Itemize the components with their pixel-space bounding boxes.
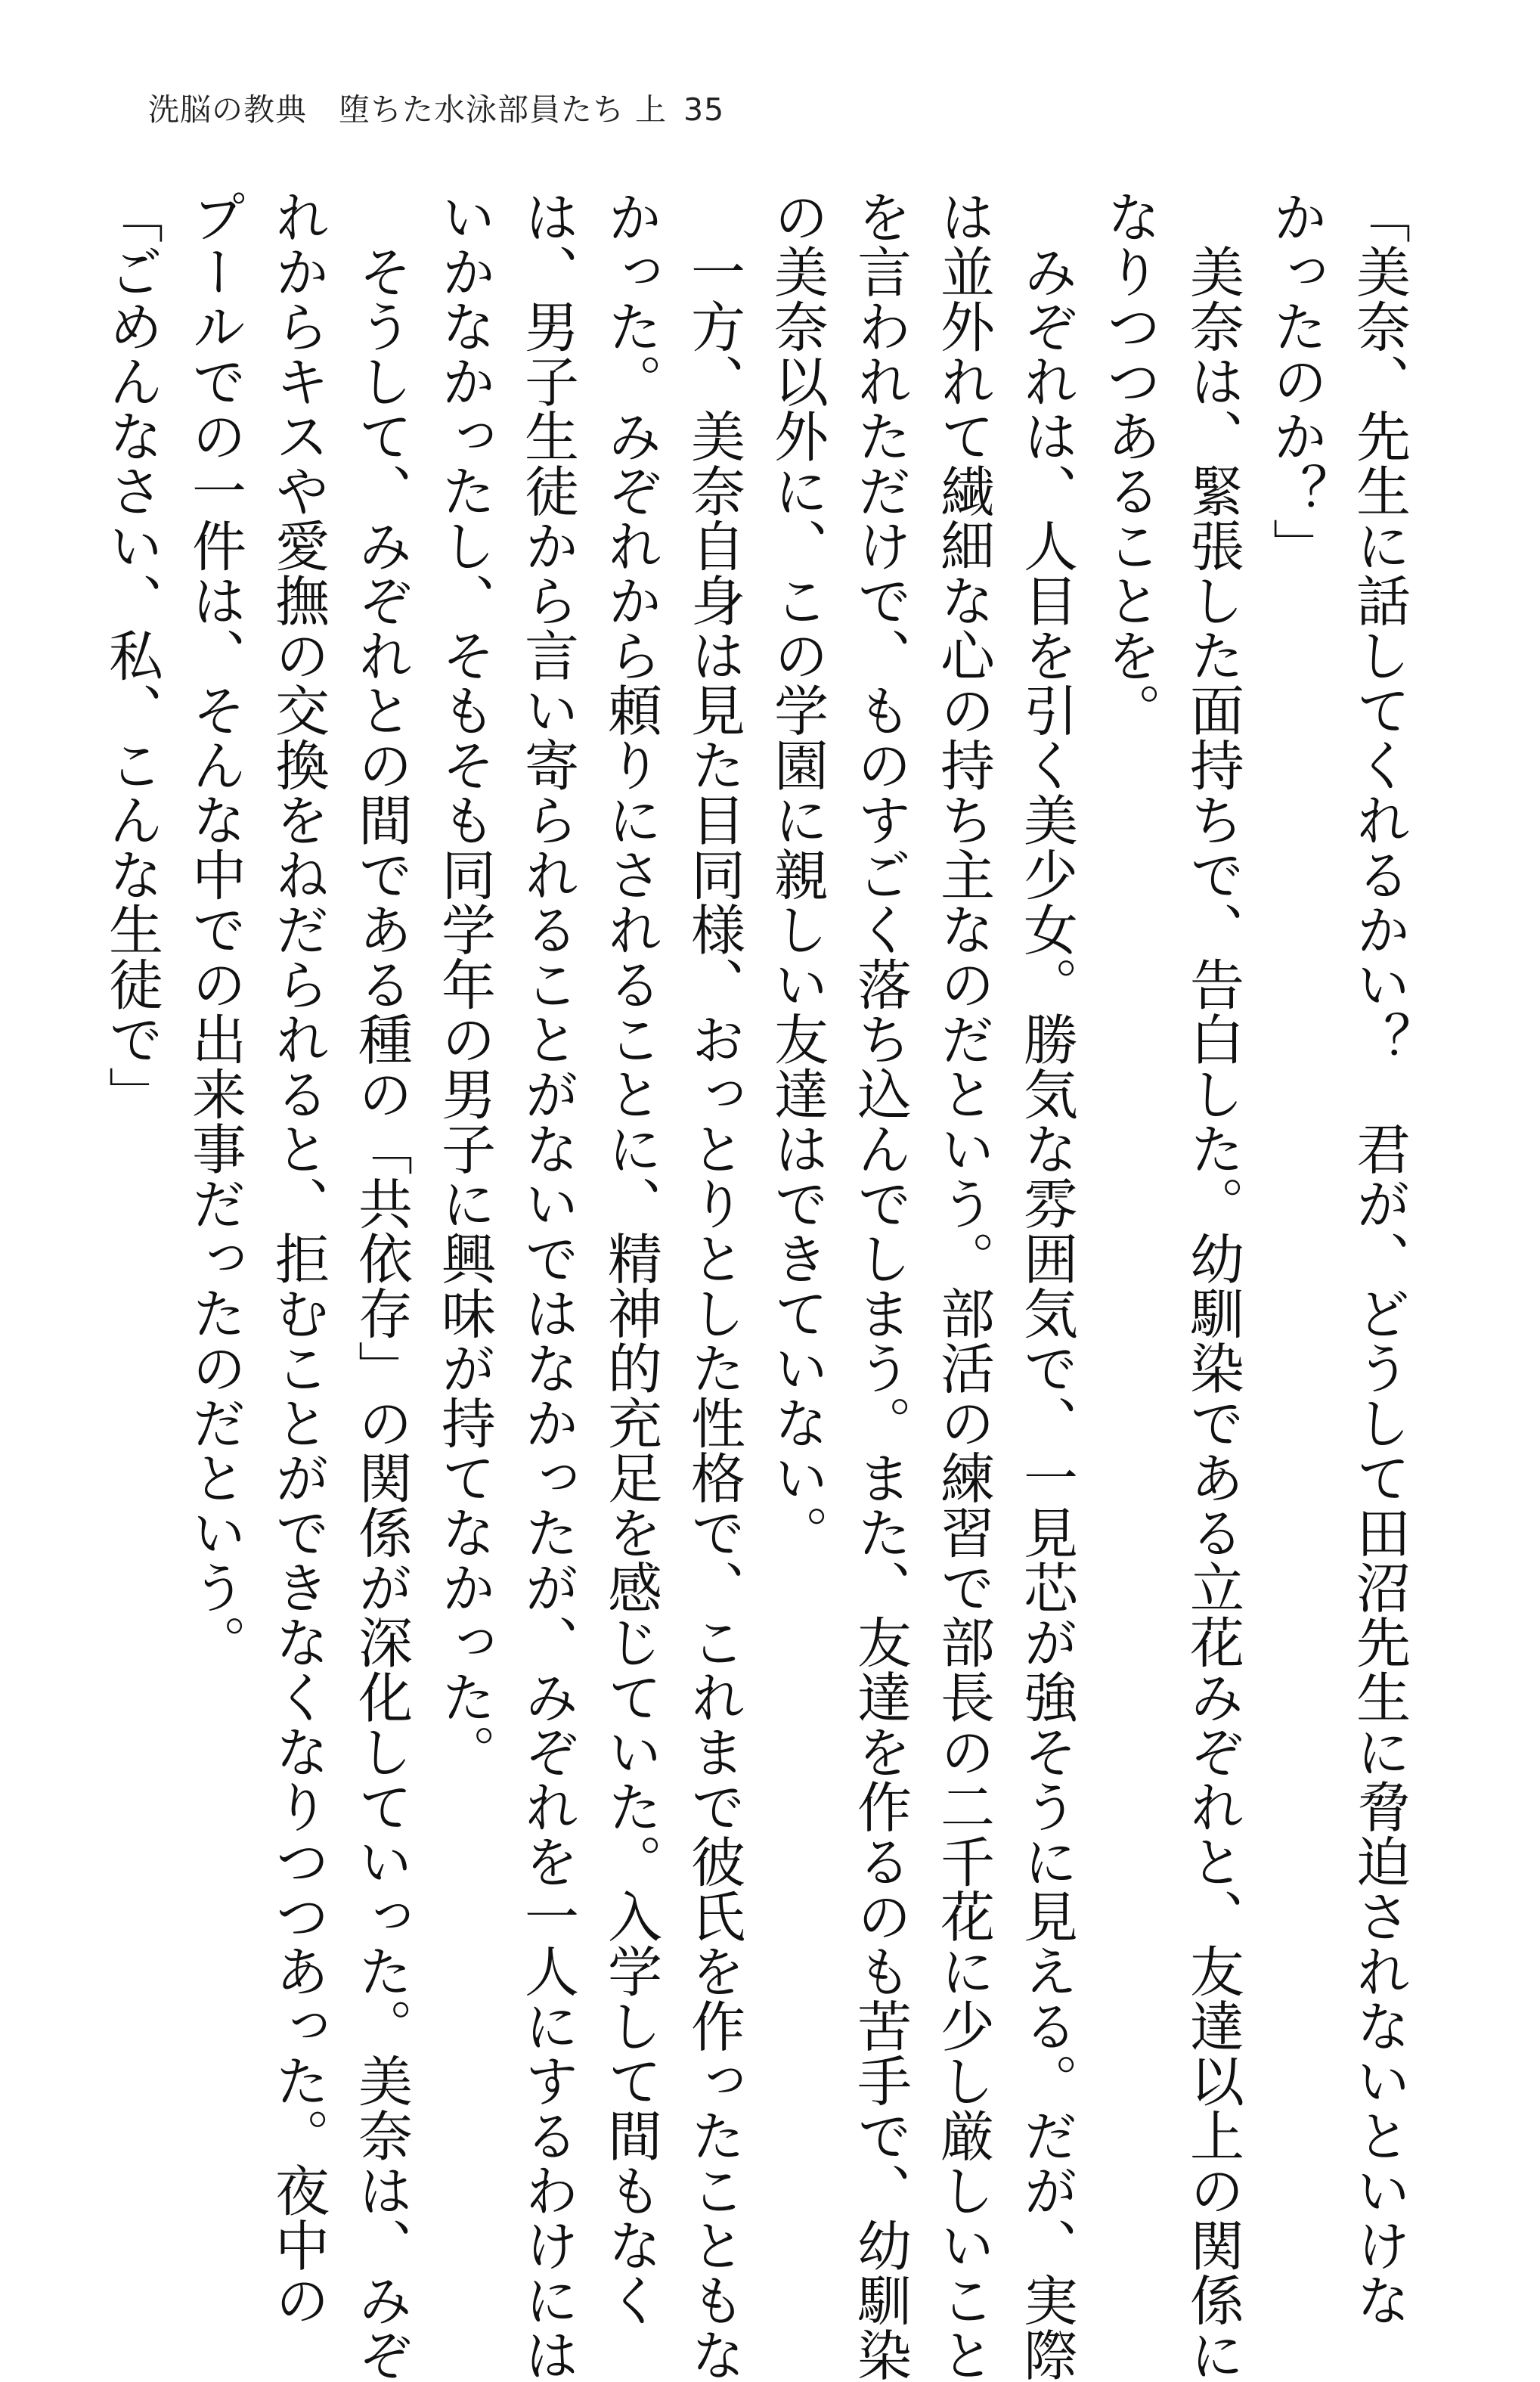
book-title: 洗脳の教典 堕ちた水泳部員たち 上 <box>148 91 668 128</box>
text-line: れからキスや愛撫の交換をねだられると、拒むことができなくなりつつあった。夜中の <box>266 189 330 2328</box>
text-line: 美奈は、緊張した面持ちで、告白した。幼馴染である立花みぞれと、友達以上の関係に <box>1181 189 1244 2382</box>
body-text <box>90 189 1421 2382</box>
text-line: 一方、美奈自身は見た目同様、おっとりとした性格で、これまで彼氏を作ったこともな <box>682 189 745 2382</box>
text-line: は、男子生徒から言い寄られることがないではなかったが、みぞれを一人にするわけには <box>516 189 579 2382</box>
text-line: そうして、みぞれとの間である種の「共依存」の関係が深化していった。美奈は、みぞ <box>349 189 413 2382</box>
text-line: プールでの一件は、そんな中での出来事だったのだという。 <box>183 189 246 1670</box>
page-number: 35 <box>683 91 725 128</box>
text-line: 「美奈、先生に話してくれるかい？ 君が、どうして田沼先生に脅迫されないといけな <box>1347 189 1411 2328</box>
text-line: は並外れて繊細な心の持ち主なのだという。部活の練習で部長の二千花に少し厳しいこと <box>931 189 995 2382</box>
text-line: の美奈以外に、この学園に親しい友達はできていない。 <box>765 189 829 1560</box>
text-line: いかなかったし、そもそも同学年の男子に興味が持てなかった。 <box>432 189 496 1779</box>
text-line: 「ごめんなさい、私、こんな生徒で」 <box>100 189 163 1121</box>
text-line: みぞれは、人目を引く美少女。勝気な雰囲気で、一見芯が強そうに見える。だが、実際 <box>1015 189 1078 2382</box>
running-header <box>148 85 724 129</box>
text-line: かった。みぞれから頼りにされることに、精神的充足を感じていた。入学して間もなく <box>599 189 662 2328</box>
text-line: かったのか？」 <box>1264 189 1328 573</box>
text-line: なりつつあることを。 <box>1098 189 1161 737</box>
text-line: を言われただけで、ものすごく落ち込んでしまう。また、友達を作るのも苦手で、幼馴染 <box>848 189 912 2382</box>
